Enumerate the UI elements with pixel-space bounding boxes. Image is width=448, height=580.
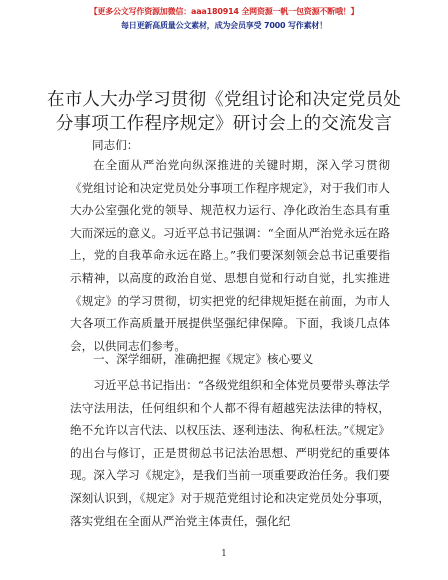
- document-title-line-1: 在市人大办学习贯彻《党组讨论和决定党员处: [47, 90, 401, 110]
- body-paragraph-2: 习近平总书记指出：“各级党组织和全体党员要带头尊法学法守法用法，任何组织和个人都不得有超越宪法法律的特权，绝不允许以言代法、以权压法、逐利违法、徇私枉法。”《规定》的出台与修订，正是贯彻总书记法治思想、严明党纪的重要体现。深入学习《规定》，是我们当前一项重要政治任务。我们要深刻认识到，《规定》对于规范党组讨论和决定党员处分事项，落实党组在全面从严治党主体责任，强化纪: [70, 378, 390, 528]
- promo-banner-line-1: 【更多公文写作资源加微信：aaa180914 全网资源一帆一包资源不断哦！】: [89, 7, 359, 16]
- greeting: 同志们：: [92, 138, 139, 152]
- page-number: 1: [221, 549, 227, 559]
- promo-banner-line-2: 每日更新高质量公文素材，成为会员享受 7000 写作素材！: [120, 21, 328, 30]
- body-paragraph-1: 在全面从严治党向纵深推进的关键时期，深入学习贯彻《党组讨论和决定党员处分事项工作程序规定》，对于我们市人大办公室强化党的领导、规范权力运行、净化政治生态具有重大而深远的意义。习近平总书记强调：“全面从严治党永远在路上，党的自我革命永远在路上。”我们要深刻领会总书记重要指示精神，以高度的政治自觉、思想自觉和行动自觉，扎实推进《规定》的学习贯彻，切实把党的纪律规矩挺在前面，为市人大各项工作高质量开展提供坚强纪律保障。下面，我谈几点体会，以供同志们参考。: [70, 158, 390, 353]
- document-title-line-2: 分事项工作程序规定》研讨会上的交流发言: [55, 114, 393, 134]
- section-heading-1: 一、深学细研，准确把握《规定》核心要义: [93, 352, 314, 366]
